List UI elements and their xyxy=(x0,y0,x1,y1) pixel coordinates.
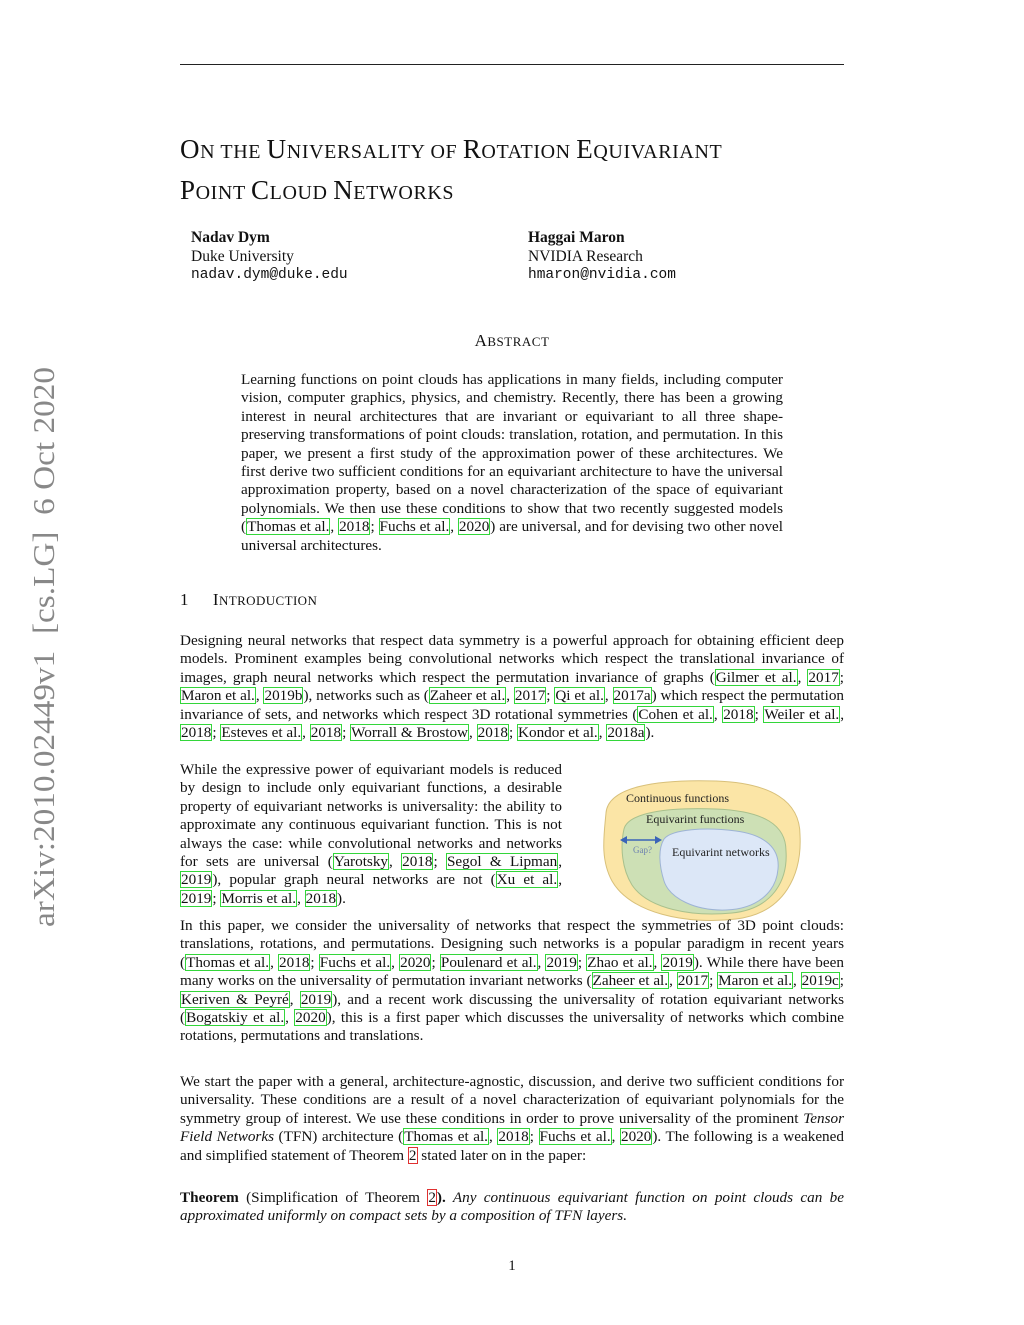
citation-link[interactable]: Qi et al. xyxy=(555,687,604,705)
section-heading-initial: I xyxy=(212,590,219,609)
citation-link[interactable]: 2019 xyxy=(662,953,693,971)
citation-link[interactable]: Kondor et al. xyxy=(518,724,598,742)
abstract-heading-initial: A xyxy=(474,331,488,350)
title-part: LOUD xyxy=(269,182,334,204)
title-part: ETWORKS xyxy=(353,182,455,204)
section-heading-rest: NTRODUCTION xyxy=(218,593,318,608)
author-name: Nadav Dym xyxy=(191,229,270,246)
gap-label: Gap? xyxy=(633,845,652,855)
citation-link[interactable]: Thomas et al. xyxy=(186,953,270,971)
title-part: N xyxy=(333,175,354,205)
paragraph-italic: Tensor Field Networks xyxy=(180,1109,844,1146)
citation-link[interactable]: 2018 xyxy=(723,705,754,723)
citation-link[interactable]: 2019 xyxy=(181,889,212,907)
paragraph-text: ). The following is a weakened and simplified statement of Theorem xyxy=(180,1128,844,1164)
citation-link[interactable]: 2018 xyxy=(339,518,370,536)
title-part: C xyxy=(251,175,270,205)
citation-link[interactable]: 2019 xyxy=(300,990,332,1008)
paragraph-text: We start the paper with a general, architecture-agnostic, discussion, and derive two sufficient conditions for universality. These conditions are a result of a novel characterization of equivariant polynomials for the symmetry group of interest. We use these conditions in order to prove universality of the prominent xyxy=(180,1073,844,1127)
title-line-1 xyxy=(180,130,880,171)
venn-figure xyxy=(596,773,806,923)
author-email[interactable]: nadav.dym@duke.edu xyxy=(191,267,348,283)
outer-label: Continuous functions xyxy=(626,791,730,805)
citation-link[interactable]: Esteves et al. xyxy=(221,724,302,742)
citation-link[interactable]: Bogatskiy et al. xyxy=(186,1009,285,1027)
title-part: OTATION xyxy=(481,141,577,163)
theorem-ref-link[interactable]: 2 xyxy=(408,1146,417,1164)
theorem-statement xyxy=(180,1189,844,1226)
page-number: 1 xyxy=(508,1258,516,1274)
paragraph-text: ), networks such as ( xyxy=(303,687,429,705)
author-affiliation: Duke University xyxy=(191,248,294,265)
arxiv-stamp-svg xyxy=(12,365,72,930)
intro-paragraph-3: In this paper, we consider the universality of networks that respect the symmetries of 3D point clouds: translations, rotations, and permutations. Designing such networks is a popular paradigm in recent years (Thomas et al., 2018; Fuchs et al., 2020; Poulenard et al., 2019; Zhao et al., 2019). While there have been many works on the universality of permutation invariant networks (Zaheer et al., 2017; Maron et al., 2019c; Keriven & Peyré, 2019), and a recent work discussing the universality of rotation equivariant networks (Bogatskiy et al., 2020), this is a first paper which discusses the universality of networks which combine rotations, permutations and translations. xyxy=(180,917,845,1045)
citation-link[interactable]: Yarotsky xyxy=(333,853,389,871)
paragraph-text: ), this is a first paper which discusses the universality of networks which combine rotations, permutations and translations. xyxy=(180,1009,844,1045)
author-block-1 xyxy=(191,228,348,285)
citation-link[interactable]: Maron et al. xyxy=(181,687,255,705)
citation-link[interactable]: 2018 xyxy=(305,889,337,907)
abstract-heading xyxy=(0,331,1024,351)
equivariant-networks-region xyxy=(660,829,778,910)
title-part: E xyxy=(576,134,594,164)
theorem-text: (Simplification of Theorem xyxy=(238,1189,428,1206)
paragraph-text: (TFN) architecture ( xyxy=(274,1128,404,1146)
citation-link[interactable]: Zhao et al. xyxy=(587,953,653,971)
theorem-ref-link[interactable]: 2 xyxy=(428,1189,436,1206)
arxiv-stamp-text: arXiv:2010.02449v1 [cs.LG] 6 Oct 2020 xyxy=(26,405,61,927)
paragraph-text: While the expressive power of equivariant models is reduced by design to include only equivariant functions, a desirable property of equivariant networks is universality: the ability to approximate any continuous equivariant function. This is not always the case: while convolutional networks and networks for sets are universal ( xyxy=(180,761,562,871)
title-part: O xyxy=(180,134,201,164)
citation-link[interactable]: Keriven & Peyré xyxy=(181,990,289,1008)
citation-link[interactable]: Morris et al. xyxy=(221,889,297,907)
citation-link[interactable]: Thomas et al. xyxy=(404,1128,488,1146)
citation-link[interactable]: 2019b xyxy=(264,687,303,705)
author-affiliation: NVIDIA Research xyxy=(528,248,643,265)
section-heading-introduction xyxy=(180,590,317,610)
paragraph-text: ), and a recent work discussing the universality of rotation equivariant networks ( xyxy=(180,990,844,1027)
citation-link[interactable]: Fuchs et al. xyxy=(319,953,391,971)
title-part: U xyxy=(266,134,287,164)
paragraph-text: ). xyxy=(645,724,655,742)
theorem-label: Theorem xyxy=(180,1189,239,1206)
citation-link[interactable]: 2018 xyxy=(477,724,508,742)
citation-link[interactable]: Weiler et al. xyxy=(764,705,840,723)
paragraph-text: ) which respect the permutation invariance of sets, and networks which respect 3D rotational symmetries ( xyxy=(180,687,845,723)
citation-link[interactable]: 2019 xyxy=(546,953,577,971)
intro-paragraph-2: While the expressive power of equivariant models is reduced by design to include only equivariant functions, a desirable property of equivariant networks is universality: the ability to approximate any continuous equivariant function. This is not always the case: while convolutional networks and networks for sets are universal (Yarotsky, 2018; Segol & Lipman, 2019), popular graph neural networks are not (Xu et al., 2019; Morris et al., 2018). xyxy=(180,761,562,907)
citation-link[interactable]: 2018 xyxy=(310,724,342,742)
paragraph-text: Designing neural networks that respect data symmetry is a powerful approach for obtaining efficient deep models. Prominent examples being convolutional networks which respect the translational invariance of images, graph neural networks which respect the permutation invariance of graphs ( xyxy=(180,632,844,686)
citation-link[interactable]: 2019c xyxy=(801,972,839,990)
paragraph-text: stated later on in the paper: xyxy=(417,1146,587,1164)
citation-link[interactable]: Cohen et al. xyxy=(638,705,713,723)
citation-link[interactable]: 2020 xyxy=(458,518,490,536)
author-email[interactable]: hmaron@nvidia.com xyxy=(528,267,676,283)
citation-link[interactable]: 2017a xyxy=(613,687,651,705)
venn-figure-svg xyxy=(596,773,806,923)
citation-link[interactable]: 2018 xyxy=(279,953,310,971)
citation-link[interactable]: 2020 xyxy=(295,1009,326,1027)
author-name: Haggai Maron xyxy=(528,229,625,246)
citation-link[interactable]: 2019 xyxy=(181,871,212,889)
citation-link[interactable]: 2020 xyxy=(620,1128,652,1146)
citation-link[interactable]: 2018 xyxy=(402,853,433,871)
citation-link[interactable]: 2020 xyxy=(400,953,431,971)
author-block-2 xyxy=(528,228,676,285)
citation-link[interactable]: 2017 xyxy=(677,972,709,990)
citation-link[interactable]: Segol & Lipman xyxy=(446,853,558,871)
citation-link[interactable]: Fuchs et al. xyxy=(539,1128,611,1146)
citation-link[interactable]: 2018a xyxy=(607,724,645,742)
title-part: R xyxy=(462,134,482,164)
title-part: QUIVARIANT xyxy=(593,141,723,163)
title-part: P xyxy=(180,175,196,205)
citation-link[interactable]: Fuchs et al. xyxy=(379,518,450,536)
citation-link[interactable]: 2017 xyxy=(808,668,839,686)
paragraph-text: ). While there have been many works on the universality of permutation invariant networks ( xyxy=(180,953,844,990)
section-number: 1 xyxy=(180,590,189,609)
theorem-text: ). xyxy=(436,1189,446,1206)
abstract-text: Learning functions on point clouds has applications in many fields, including computer vision, computer graphics, physics, and chemistry. Recently, there has been a growing interest in neural architectures that are invariant or equivariant to all three shape-preserving transformations of point clouds: translation, rotation, and permutation. In this paper, we present a first study of the approximation power of these architectures. We first derive two sufficient conditions for an equivariant architecture to have the universal approximation property, based on a novel characterization of the space of equivariant polynomials. We then use these conditions to show that two recently suggested models (Thomas et al., 2018; Fuchs et al., 2020) are universal, and for devising two other novel universal architectures. xyxy=(241,371,783,554)
citation-link[interactable]: 2017 xyxy=(514,687,546,705)
title-line-2 xyxy=(180,171,880,212)
paragraph-text: In this paper, we consider the universality of networks that respect the symmetries of 3D point clouds: translations, rotations, and permutations. Designing such networks is a popular paradigm in recent years ( xyxy=(180,917,844,971)
citation-link[interactable]: 2018 xyxy=(498,1128,529,1146)
abstract-body: Learning functions on point clouds has applications in many fields, including computer vision, computer graphics, physics, and chemistry. Recently, there has been a growing interest in neural architectures that are invariant or equivariant to all three shape-preserving transformations of point clouds: translation, rotation, and permutation. In this paper, we present a first study of the approximation power of these architectures. We first derive two sufficient conditions for an equivariant architecture to have the universal approximation property, based on a novel characterization of the space of equivariant polynomials. We then use these conditions to show that two recently suggested models ( xyxy=(241,371,783,536)
intro-paragraph-1: Designing neural networks that respect data symmetry is a powerful approach for obtaining efficient deep models. Prominent examples being convolutional networks which respect the translational invariance of images, graph neural networks which respect the permutation invariance of graphs (Gilmer et al., 2017; Maron et al., 2019b), networks such as (Zaheer et al., 2017; Qi et al., 2017a) which respect the permutation invariance of sets, and networks which respect 3D rotational symmetries (Cohen et al., 2018; Weiler et al., 2018; Esteves et al., 2018; Worrall & Brostow, 2018; Kondor et al., 2018a). xyxy=(180,632,845,742)
paper-title xyxy=(180,130,880,212)
arxiv-stamp xyxy=(12,365,72,930)
title-part: NIVERSALITY OF xyxy=(286,141,463,163)
title-part: N THE xyxy=(200,141,267,163)
theorem-italic-statement: Any continuous equivariant function on point clouds can be approximated uniformly on compact sets by a composition of TFN layers. xyxy=(180,1189,845,1225)
top-rule xyxy=(180,64,844,65)
citation-link[interactable]: Thomas et al. xyxy=(247,518,330,536)
abstract-tail: ) are universal, and for devising two other novel universal architectures. xyxy=(241,518,783,554)
citation-link[interactable]: Zaheer et al. xyxy=(592,972,669,990)
abstract-heading-rest: BSTRACT xyxy=(487,334,550,349)
citation-link[interactable]: Worrall & Brostow xyxy=(351,724,469,742)
citation-link[interactable]: Gilmer et al. xyxy=(715,668,797,686)
inner-label: Equivarint networks xyxy=(672,845,770,859)
citation-link[interactable]: Poulenard et al. xyxy=(440,953,537,971)
citation-link[interactable]: Maron et al. xyxy=(718,972,793,990)
citation-link[interactable]: 2018 xyxy=(181,724,212,742)
citation-link[interactable]: Xu et al. xyxy=(496,871,558,889)
intro-paragraph-4: We start the paper with a general, architecture-agnostic, discussion, and derive two sufficient conditions for universality. These conditions are a result of a novel characterization of equivariant polynomials for the symmetry group of interest. We use these conditions in order to prove universality of the prominent Tensor Field Networks (TFN) architecture (Thomas et al., 2018; Fuchs et al., 2020). The following is a weakened and simplified statement of Theorem 2 stated later on in the paper: xyxy=(180,1073,844,1164)
middle-label: Equivarint functions xyxy=(646,812,745,826)
title-part: OINT xyxy=(195,182,252,204)
paragraph-text: ). xyxy=(337,889,346,907)
citation-link[interactable]: Zaheer et al. xyxy=(429,687,506,705)
paragraph-text: ), popular graph neural networks are not ( xyxy=(212,871,496,889)
